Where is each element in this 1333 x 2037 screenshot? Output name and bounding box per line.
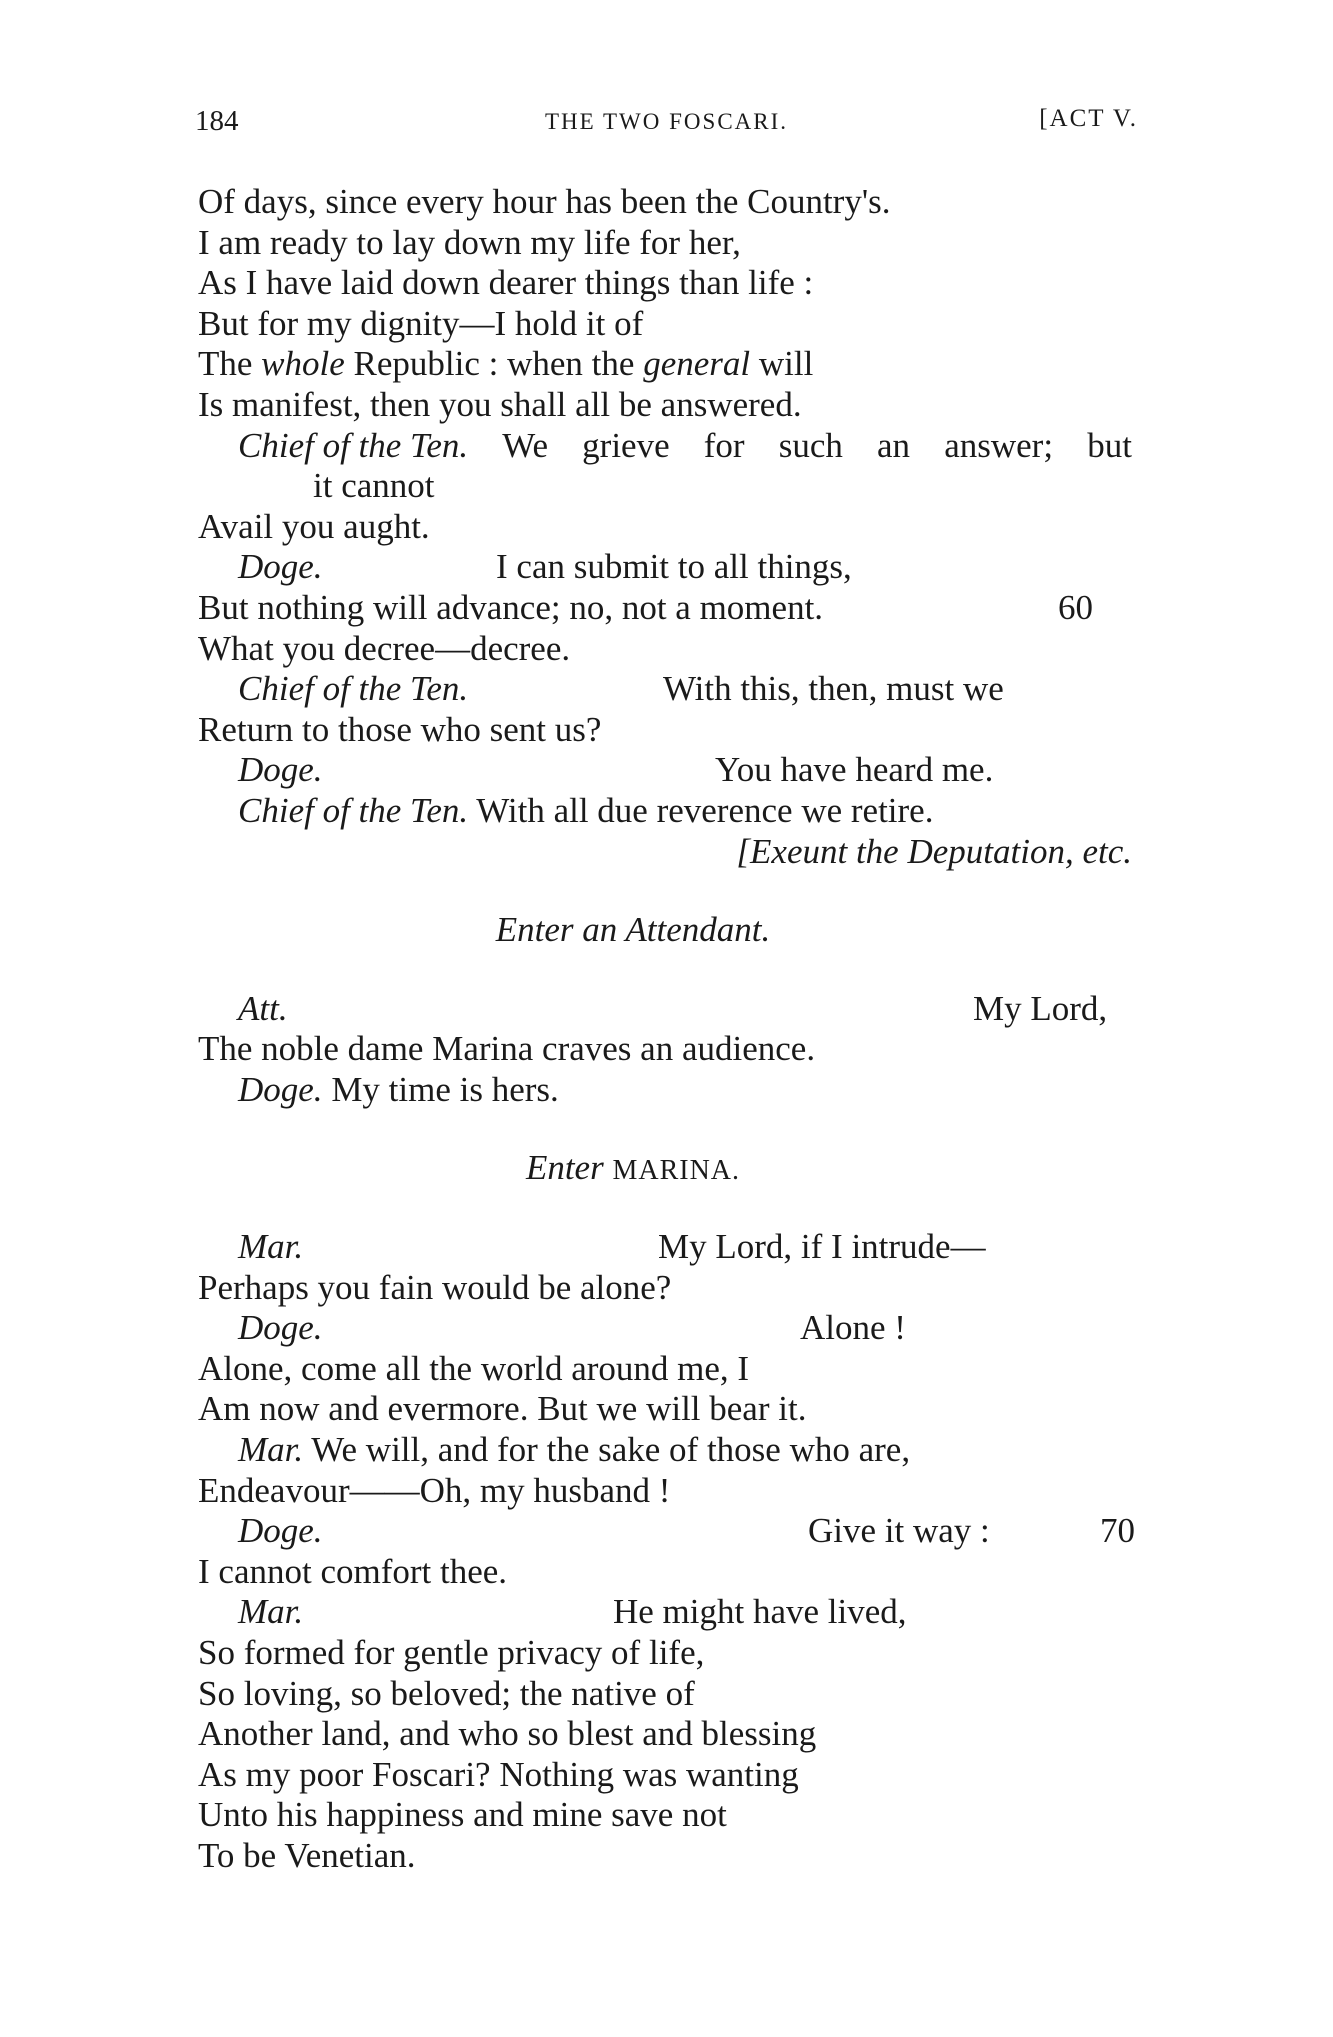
verse-text: My time is hers. [331, 1069, 559, 1109]
speech-line [198, 791, 1148, 832]
spacer [198, 951, 1148, 989]
verse-line: Am now and evermore. But we will bear it. [198, 1389, 807, 1429]
verse-line: As I have laid down dearer things than life : [198, 263, 814, 303]
speaker-attendant: Att. [238, 988, 288, 1028]
verse-text: With all due reverence we retire. [476, 790, 934, 830]
speech-line [198, 669, 1148, 710]
verse-word: answer; [944, 425, 1054, 465]
speech-line [198, 750, 1148, 791]
verse-line: So formed for gentle privacy of life, [198, 1633, 705, 1672]
speech-line [198, 989, 1148, 1030]
verse-word: such [778, 425, 843, 465]
page-number: 184 [195, 105, 239, 137]
verse-word: for [703, 425, 745, 465]
running-header [195, 105, 1138, 145]
line-number: 60 [1058, 587, 1093, 627]
verse-word: grieve [582, 425, 670, 465]
verse-text: I can submit to all things, [496, 547, 852, 587]
verse-line: Another land, and who so blest and blessing [198, 1714, 817, 1754]
speaker-chief-of-the-ten: Chief of the Ten. [238, 425, 469, 465]
verse-line: What you decree—decree. [198, 628, 571, 668]
speaker-chief-of-the-ten: Chief of the Ten. [238, 669, 469, 709]
speaker-doge: Doge. [238, 1069, 323, 1109]
stage-direction-enter: Enter [525, 1148, 604, 1188]
running-title: THE TWO FOSCARI. [544, 109, 789, 134]
spacer [198, 872, 1148, 910]
spacer [198, 1189, 1148, 1227]
verse-line: Of days, since every hour has been the Country's. [198, 182, 891, 221]
verse-line [198, 344, 1148, 385]
verse-line: Unto his happiness and mine save not [198, 1795, 727, 1835]
verse-word: an [877, 425, 911, 465]
verse-line: Return to those who sent us? [198, 709, 602, 749]
verse-text: My Lord, [973, 988, 1108, 1028]
verse-line: The noble dame Marina craves an audience. [198, 1029, 816, 1069]
verse-text: But nothing will advance; no, not a moment. [198, 587, 824, 627]
act-label: [ACT V. [1039, 105, 1138, 132]
line-number: 70 [1100, 1511, 1135, 1551]
speech-line [198, 426, 1148, 467]
verse-line: Perhaps you fain would be alone? [198, 1267, 672, 1307]
emphasis-whole: whole [261, 344, 345, 384]
spacer [198, 1110, 1148, 1148]
verse-line: To be Venetian. [198, 1835, 416, 1875]
speaker-doge: Doge. [238, 1308, 323, 1348]
speech-line [198, 1511, 1148, 1552]
verse-line: Endeavour——Oh, my husband ! [198, 1470, 671, 1510]
verse-text: Republic : when the [344, 344, 644, 384]
verse-text: My Lord, if I intrude— [658, 1227, 986, 1267]
verse-text: You have heard me. [715, 750, 994, 790]
verse-text: Alone ! [800, 1308, 906, 1348]
character-name-marina: MARINA. [612, 1155, 741, 1187]
verse-line: As my poor Foscari? Nothing was wanting [198, 1754, 799, 1794]
speech-line [198, 1227, 1148, 1268]
speaker-doge: Doge. [238, 750, 323, 790]
play-text [198, 182, 1148, 1877]
speaker-doge: Doge. [238, 1511, 323, 1551]
verse-text: will [750, 344, 814, 384]
verse-line: Alone, come all the world around me, I [198, 1348, 750, 1388]
verse-line: I cannot comfort thee. [198, 1551, 508, 1591]
stage-direction-line [198, 1148, 1148, 1189]
speech-line [198, 1592, 1148, 1633]
speech-line [198, 1308, 1148, 1349]
verse-line: Is manifest, then you shall all be answered. [198, 384, 802, 424]
speaker-doge: Doge. [238, 547, 323, 587]
verse-line: Avail you aught. [198, 506, 430, 546]
verse-word: We [502, 425, 549, 465]
verse-line: I am ready to lay down my life for her, [198, 222, 741, 262]
speech-line [198, 547, 1148, 588]
verse-line: But for my dignity—I hold it of [198, 303, 644, 343]
stage-direction-exeunt: [Exeunt the Deputation, etc. [736, 831, 1132, 871]
speaker-marina: Mar. [238, 1430, 304, 1470]
verse-line: So loving, so beloved; the native of [198, 1673, 695, 1713]
speaker-marina: Mar. [238, 1592, 304, 1632]
emphasis-general: general [643, 344, 751, 384]
speech-line [198, 1430, 1148, 1471]
verse-line [198, 588, 1148, 629]
verse-line: it cannot [313, 466, 435, 506]
verse-text: The [198, 344, 262, 384]
verse-word: but [1087, 425, 1132, 465]
stage-direction-line [198, 832, 1148, 873]
stage-direction-enter-attendant: Enter an Attendant. [495, 910, 771, 950]
stage-direction-line [198, 910, 1148, 951]
verse-text: We will, and for the sake of those who are, [311, 1430, 911, 1470]
speech-line [198, 1070, 1148, 1111]
speaker-marina: Mar. [238, 1227, 304, 1267]
verse-text: He might have lived, [613, 1592, 907, 1632]
verse-text: Give it way : [808, 1511, 990, 1551]
verse-text: With this, then, must we [663, 669, 1004, 709]
speaker-chief-of-the-ten: Chief of the Ten. [238, 790, 469, 830]
